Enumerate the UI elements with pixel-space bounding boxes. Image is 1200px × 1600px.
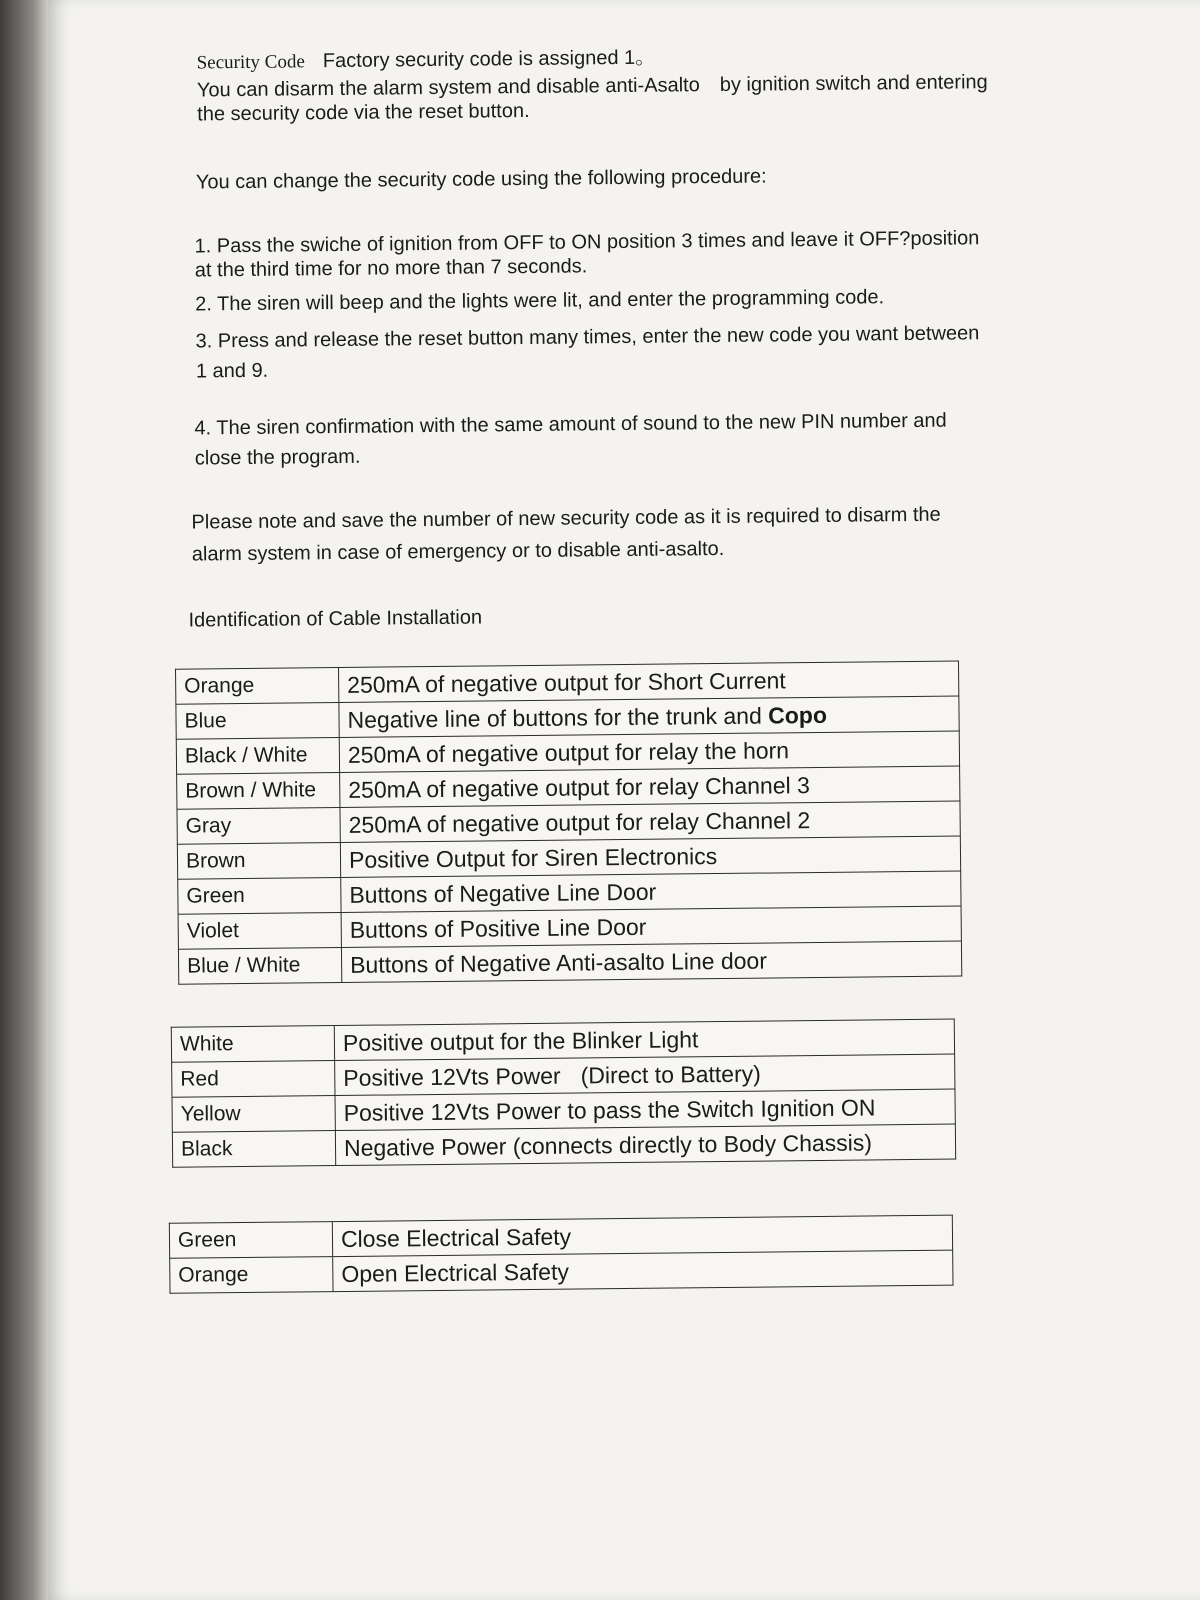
step-1-line-2: at the third time for no more than 7 seconds. <box>194 255 588 282</box>
wire-color: Red <box>172 1061 335 1098</box>
wire-color: Violet <box>178 912 341 949</box>
step-3-line-2: 1 and 9. <box>195 359 269 383</box>
procedure-intro: You can change the security code using the following procedure: <box>195 165 767 194</box>
table-row <box>178 941 961 984</box>
wire-description: Close Electrical Safety <box>332 1215 952 1256</box>
wire-color: Brown / White <box>177 772 340 809</box>
step-2: 2. The siren will beep and the lights were lit, and enter the programming code. <box>195 286 885 316</box>
wire-description: Buttons of Negative Anti-asalto Line door <box>341 941 961 982</box>
manual-page <box>48 0 1200 1600</box>
page-content <box>48 0 1200 1600</box>
cable-table-power <box>171 1019 956 1168</box>
security-code-label: Security Code <box>196 51 305 74</box>
step-3-line-1: 3. Press and release the reset button many times, enter the new code you want between <box>195 322 980 353</box>
table-row <box>170 1250 953 1293</box>
wire-description: Buttons of Positive Line Door <box>341 906 961 947</box>
disarm-text: You can disarm the alarm system and disable anti-Asalto <box>196 74 700 102</box>
security-line-1 <box>197 46 656 76</box>
wire-description: Positive Output for Siren Electronics <box>340 836 960 877</box>
wire-color: Orange <box>170 1257 333 1294</box>
wire-color: White <box>171 1026 334 1063</box>
wire-color: Green <box>178 877 341 914</box>
step-1-line-1: 1. Pass the swiche of ignition from OFF to ON position 3 times and leave it OFF?position <box>194 227 980 258</box>
wire-color: Black / White <box>176 737 339 774</box>
wire-color: Green <box>169 1222 332 1259</box>
wire-description: Positive output for the Blinker Light <box>334 1019 954 1060</box>
wire-description: Open Electrical Safety <box>333 1250 953 1291</box>
wire-description: Negative Power (connects directly to Body Chassis) <box>335 1124 955 1165</box>
step-4-line-1: 4. The siren confirmation with the same amount of sound to the new PIN number and <box>194 409 947 440</box>
wire-description: Positive 12Vts Power (Direct to Battery) <box>335 1054 955 1095</box>
wire-color: Yellow <box>172 1096 335 1133</box>
table-row <box>172 1124 955 1167</box>
wire-description: Buttons of Negative Line Door <box>341 871 961 912</box>
security-line-3: the security code via the reset button. <box>197 99 530 126</box>
note-line-1: Please note and save the number of new security code as it is required to disarm the <box>191 503 941 534</box>
wire-color: Blue <box>176 702 339 739</box>
wire-description: 250mA of negative output for relay the horn <box>339 731 959 772</box>
wire-description: 250mA of negative output for relay Channel 2 <box>340 801 960 842</box>
cable-table-safety <box>169 1215 954 1294</box>
wire-color: Brown <box>177 842 340 879</box>
step-4-line-2: close the program. <box>194 445 361 470</box>
bold-term: Copo <box>768 701 828 728</box>
wire-color: Black <box>172 1131 335 1168</box>
note-line-2: alarm system in case of emergency or to disable anti-asalto. <box>191 537 725 566</box>
wire-description: 250mA of negative output for Short Current <box>339 661 959 702</box>
book-binding <box>0 0 48 1600</box>
cable-table-main <box>175 660 962 984</box>
wire-color: Orange <box>176 667 339 704</box>
wire-color: Blue / White <box>178 947 341 984</box>
wire-description: Negative line of buttons for the trunk and Copo <box>339 696 959 737</box>
wire-description: Positive 12Vts Power to pass the Switch Ignition ON <box>335 1089 955 1130</box>
security-line-2 <box>197 70 988 102</box>
wire-description: 250mA of negative output for relay Channel 3 <box>340 766 960 807</box>
cable-heading: Identification of Cable Installation <box>188 606 483 632</box>
factory-code-text: Factory security code is assigned 1。 <box>322 46 656 73</box>
wire-color: Gray <box>177 807 340 844</box>
disarm-text-cont: by ignition switch and entering <box>719 71 988 96</box>
